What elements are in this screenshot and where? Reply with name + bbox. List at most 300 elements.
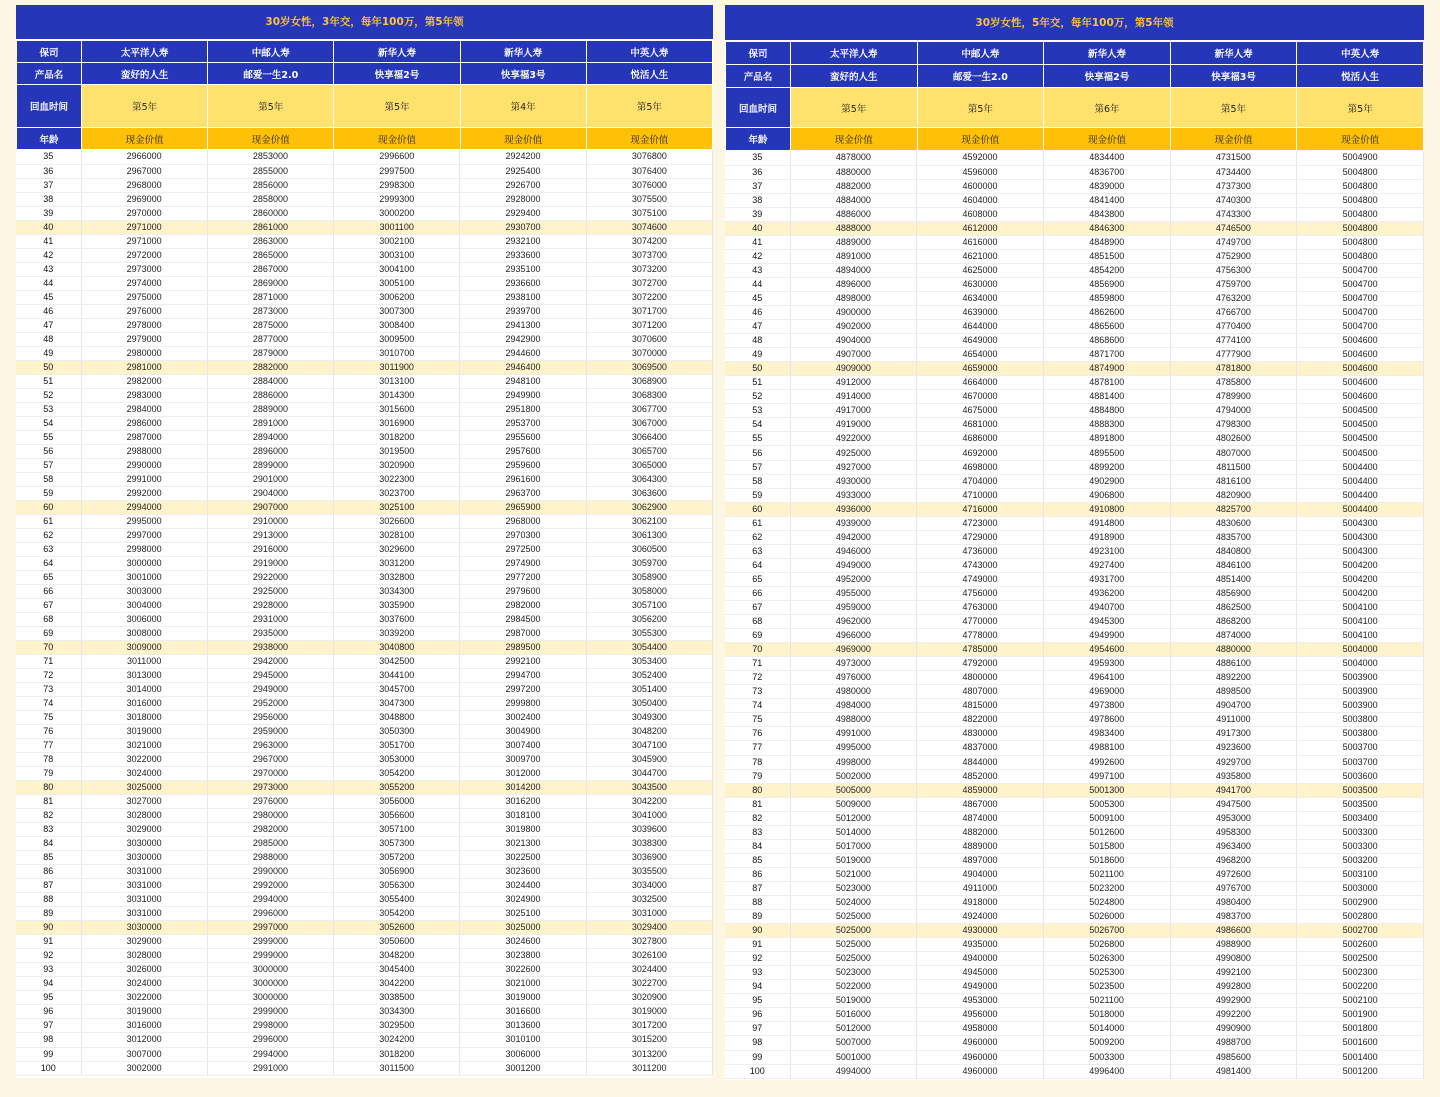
table-row <box>16 1033 713 1047</box>
cash-value-cell: 3060500 <box>586 542 712 556</box>
cash-value-cell: 2992000 <box>207 879 333 893</box>
cash-value-cell: 4976700 <box>1170 881 1297 895</box>
cash-value-cell: 4852000 <box>917 769 1044 783</box>
cash-value-cell: 3013600 <box>460 1019 586 1033</box>
age-cell: 86 <box>725 867 790 881</box>
cash-value-cell: 4976000 <box>790 671 917 685</box>
age-cell: 46 <box>725 306 790 320</box>
cash-value-cell: 2951800 <box>460 402 586 416</box>
cash-value-cell: 3010100 <box>460 1033 586 1047</box>
cash-value-cell: 3031000 <box>81 893 207 907</box>
cash-value-cell: 5001200 <box>1297 1064 1424 1078</box>
cash-value-cell: 4888300 <box>1043 418 1170 432</box>
cash-value-cell: 4835700 <box>1170 530 1297 544</box>
cash-value-cell: 3009000 <box>81 641 207 655</box>
cash-value-cell: 5002900 <box>1297 895 1424 909</box>
cash-value-cell: 2942900 <box>460 332 586 346</box>
cash-value-cell: 3073200 <box>586 262 712 276</box>
age-cell: 79 <box>16 767 81 781</box>
cash-value-cell: 2967000 <box>207 753 333 767</box>
age-cell: 60 <box>725 502 790 516</box>
cash-value-cell: 3057300 <box>334 837 460 851</box>
age-cell: 76 <box>725 727 790 741</box>
cash-value-cell: 5003400 <box>1297 811 1424 825</box>
cash-value-cell: 3007000 <box>81 1047 207 1061</box>
cash-value-cell: 4874900 <box>1043 362 1170 376</box>
payback-year: 第5年 <box>82 85 208 128</box>
cash-value-cell: 4781800 <box>1170 362 1297 376</box>
cash-value-cell: 3076400 <box>586 164 712 178</box>
age-cell: 62 <box>16 528 81 542</box>
table-row <box>725 263 1424 277</box>
cash-value-cell: 3025000 <box>81 781 207 795</box>
age-header: 年龄 <box>17 128 82 150</box>
cash-value-cell: 2884000 <box>207 374 333 388</box>
cash-value-cell: 3042200 <box>586 795 712 809</box>
cash-value-cell: 2981000 <box>81 360 207 374</box>
cash-value-cell: 3016200 <box>460 795 586 809</box>
cash-value-cell: 2949900 <box>460 388 586 402</box>
cash-value-cell: 4840800 <box>1170 544 1297 558</box>
cash-value-cell: 5003300 <box>1297 839 1424 853</box>
table-row <box>725 544 1424 558</box>
cash-value-cell: 2980000 <box>207 809 333 823</box>
table-row <box>16 753 713 767</box>
cash-value-cell: 4992200 <box>1170 1008 1297 1022</box>
table-row <box>725 1008 1424 1022</box>
age-cell: 66 <box>725 586 790 600</box>
cash-value-cell: 3031200 <box>334 556 460 570</box>
cash-value-cell: 3045900 <box>586 753 712 767</box>
cash-value-cell: 3023700 <box>334 486 460 500</box>
age-cell: 73 <box>725 685 790 699</box>
cash-value-cell: 4675000 <box>917 404 1044 418</box>
cash-value-cell: 4973800 <box>1043 699 1170 713</box>
company-name: 中英人寿 <box>1297 42 1424 65</box>
cash-value-cell: 3075100 <box>586 206 712 220</box>
table-row <box>16 262 713 276</box>
cash-value-cell: 2891000 <box>207 416 333 430</box>
cash-value-cell: 4969000 <box>790 643 917 657</box>
table-row <box>725 839 1424 853</box>
cash-value-cell: 2991000 <box>81 472 207 486</box>
cash-value-cell: 3043500 <box>586 781 712 795</box>
payback-year: 第5年 <box>1170 88 1297 128</box>
cash-value-cell: 3058000 <box>586 584 712 598</box>
age-cell: 44 <box>725 277 790 291</box>
cash-value-cell: 4734400 <box>1170 165 1297 179</box>
company-name: 太平洋人寿 <box>791 42 918 65</box>
cash-value-cell: 2972000 <box>81 248 207 262</box>
cash-value-cell: 4962000 <box>790 615 917 629</box>
cash-value-cell: 2965900 <box>460 500 586 514</box>
payback-year: 第5年 <box>334 85 460 128</box>
age-cell: 84 <box>16 837 81 851</box>
cash-value-cell: 5001900 <box>1297 1008 1424 1022</box>
cash-value-cell: 3049300 <box>586 711 712 725</box>
cash-value-cell: 4846100 <box>1170 558 1297 572</box>
cash-value-cell: 4992600 <box>1043 755 1170 769</box>
cash-value-cell: 4966000 <box>790 629 917 643</box>
cash-value-cell: 2963700 <box>460 486 586 500</box>
table-row <box>16 977 713 991</box>
product-name: 快享福2号 <box>1044 65 1171 88</box>
cash-value-cell: 2928000 <box>207 599 333 613</box>
cash-value-cell: 4984000 <box>790 699 917 713</box>
cash-value-cell: 5003000 <box>1297 881 1424 895</box>
cash-value-cell: 3054200 <box>334 767 460 781</box>
cash-value-cell: 4946000 <box>790 544 917 558</box>
cash-value-cell: 5004600 <box>1297 334 1424 348</box>
cash-value-cell: 5004400 <box>1297 502 1424 516</box>
cash-value-cell: 4878100 <box>1043 376 1170 390</box>
cash-value-cell: 3057100 <box>586 599 712 613</box>
cash-value-header: 现金价值 <box>1044 128 1171 151</box>
table-row <box>16 1061 713 1075</box>
cash-value-cell: 4992800 <box>1170 980 1297 994</box>
age-cell: 99 <box>725 1050 790 1064</box>
cash-value-cell: 5004700 <box>1297 263 1424 277</box>
cash-value-cell: 4910800 <box>1043 502 1170 516</box>
cash-value-cell: 2928000 <box>460 192 586 206</box>
company-name: 新华人寿 <box>460 41 586 63</box>
cash-value-cell: 4600000 <box>917 179 1044 193</box>
cash-value-cell: 4959000 <box>790 601 917 615</box>
cash-value-cell: 4854200 <box>1043 263 1170 277</box>
cash-value-cell: 4914800 <box>1043 516 1170 530</box>
cash-value-cell: 5002800 <box>1297 910 1424 924</box>
age-cell: 47 <box>16 318 81 332</box>
table-row <box>16 655 713 669</box>
table-row <box>16 641 713 655</box>
company-label: 保司 <box>726 42 791 65</box>
table-row <box>16 458 713 472</box>
table-row <box>16 963 713 977</box>
cash-value-cell: 2996600 <box>334 150 460 164</box>
table-row <box>725 699 1424 713</box>
cash-value-cell: 4692000 <box>917 446 1044 460</box>
table-row <box>16 528 713 542</box>
cash-value-cell: 4894000 <box>790 263 917 277</box>
cash-value-cell: 4981400 <box>1170 1064 1297 1078</box>
cash-value-cell: 5007000 <box>790 1036 917 1050</box>
cash-value-cell: 5004400 <box>1297 488 1424 502</box>
cash-value-cell: 2999000 <box>207 1005 333 1019</box>
cash-value-cell: 4664000 <box>917 376 1044 390</box>
cash-value-cell: 3018200 <box>334 430 460 444</box>
age-cell: 97 <box>725 1022 790 1036</box>
age-cell: 37 <box>16 178 81 192</box>
cash-value-cell: 3016600 <box>460 1005 586 1019</box>
table-row <box>16 711 713 725</box>
table-row <box>16 388 713 402</box>
age-cell: 96 <box>725 1008 790 1022</box>
cash-value-cell: 5003700 <box>1297 741 1424 755</box>
age-cell: 72 <box>16 669 81 683</box>
table-row <box>16 879 713 893</box>
cash-value-cell: 5004300 <box>1297 516 1424 530</box>
cash-value-cell: 5004800 <box>1297 193 1424 207</box>
cash-value-cell: 4941700 <box>1170 783 1297 797</box>
cash-value-cell: 3014200 <box>460 781 586 795</box>
cash-value-cell: 3021000 <box>81 739 207 753</box>
cash-value-cell: 3048200 <box>334 949 460 963</box>
cash-value-cell: 4704000 <box>917 474 1044 488</box>
cash-value-cell: 4995000 <box>790 741 917 755</box>
age-cell: 48 <box>16 332 81 346</box>
cash-value-cell: 2997500 <box>334 164 460 178</box>
table-row <box>725 1036 1424 1050</box>
cash-value-cell: 3024600 <box>460 935 586 949</box>
cash-value-cell: 3065700 <box>586 444 712 458</box>
cash-value-header: 现金价值 <box>208 128 334 150</box>
cash-value-cell: 4880000 <box>790 165 917 179</box>
cash-value-cell: 4736000 <box>917 544 1044 558</box>
table-row <box>725 586 1424 600</box>
cash-value-cell: 5003800 <box>1297 713 1424 727</box>
cash-value-cell: 3004900 <box>460 725 586 739</box>
cash-value-cell: 4945000 <box>917 966 1044 980</box>
cash-value-cell: 5026000 <box>1043 910 1170 924</box>
cash-value-cell: 4723000 <box>917 516 1044 530</box>
cash-value-cell: 3006000 <box>460 1047 586 1061</box>
cash-value-cell: 2969000 <box>81 192 207 206</box>
cash-value-cell: 3009700 <box>460 753 586 767</box>
cash-value-cell: 4990800 <box>1170 952 1297 966</box>
age-cell: 64 <box>16 556 81 570</box>
cash-value-cell: 4789900 <box>1170 390 1297 404</box>
table-row <box>725 320 1424 334</box>
product-name: 邮爱一生2.0 <box>917 65 1044 88</box>
cash-value-cell: 4763200 <box>1170 291 1297 305</box>
cash-value-cell: 2931000 <box>207 613 333 627</box>
cash-value-cell: 2973000 <box>207 781 333 795</box>
cash-value-cell: 3048800 <box>334 711 460 725</box>
table-row <box>16 472 713 486</box>
cash-value-cell: 3008400 <box>334 318 460 332</box>
product-label: 产品名 <box>17 63 82 85</box>
cash-value-cell: 5004700 <box>1297 320 1424 334</box>
age-cell: 78 <box>725 755 790 769</box>
cash-value-cell: 3054200 <box>334 907 460 921</box>
cash-value-cell: 2970000 <box>207 767 333 781</box>
table-row <box>16 220 713 234</box>
cash-value-cell: 3003000 <box>81 584 207 598</box>
company-row <box>726 42 1424 65</box>
payback-year: 第6年 <box>1044 88 1171 128</box>
cash-value-cell: 5004100 <box>1297 615 1424 629</box>
cash-value-cell: 2995000 <box>81 514 207 528</box>
cash-value-cell: 3028000 <box>81 809 207 823</box>
table-row <box>16 444 713 458</box>
cash-value-cell: 5002100 <box>1297 994 1424 1008</box>
cash-value-cell: 2853000 <box>207 150 333 164</box>
cash-value-cell: 4996400 <box>1043 1064 1170 1078</box>
cash-value-cell: 2869000 <box>207 276 333 290</box>
cash-value-cell: 2968000 <box>81 178 207 192</box>
cash-value-cell: 4983700 <box>1170 910 1297 924</box>
cash-value-cell: 2952000 <box>207 697 333 711</box>
age-cell: 43 <box>725 263 790 277</box>
cash-value-cell: 4898500 <box>1170 685 1297 699</box>
table-row <box>16 556 713 570</box>
table-row <box>725 165 1424 179</box>
cash-value-cell: 2975000 <box>81 290 207 304</box>
age-cell: 40 <box>725 221 790 235</box>
age-cell: 76 <box>16 725 81 739</box>
cash-value-cell: 3004100 <box>334 262 460 276</box>
cash-value-cell: 4923600 <box>1170 741 1297 755</box>
cash-value-cell: 2871000 <box>207 290 333 304</box>
cash-value-cell: 2922000 <box>207 570 333 584</box>
cash-value-cell: 5001800 <box>1297 1022 1424 1036</box>
table-row <box>16 178 713 192</box>
age-cell: 57 <box>16 458 81 472</box>
cash-value-cell: 3000000 <box>207 991 333 1005</box>
age-cell: 38 <box>725 193 790 207</box>
cash-value-cell: 3008000 <box>81 627 207 641</box>
cash-value-cell: 3056200 <box>586 613 712 627</box>
cash-value-cell: 3071700 <box>586 304 712 318</box>
cash-value-cell: 3067700 <box>586 402 712 416</box>
cash-value-cell: 2916000 <box>207 542 333 556</box>
table-row <box>16 570 713 584</box>
table-row <box>725 221 1424 235</box>
cash-value-cell: 3062900 <box>586 500 712 514</box>
table-row <box>725 291 1424 305</box>
cash-value-cell: 4988000 <box>790 713 917 727</box>
cash-value-cell: 4834400 <box>1043 151 1170 165</box>
age-cell: 82 <box>16 809 81 823</box>
cash-value-cell: 3076800 <box>586 150 712 164</box>
cash-value-cell: 2973000 <box>81 262 207 276</box>
cash-value-cell: 5003700 <box>1297 755 1424 769</box>
column-header-row <box>726 128 1424 151</box>
age-header: 年龄 <box>726 128 791 151</box>
cash-value-cell: 4659000 <box>917 362 1044 376</box>
table-row <box>725 769 1424 783</box>
table-row <box>16 725 713 739</box>
cash-value-cell: 4608000 <box>917 207 1044 221</box>
cash-value-cell: 3045400 <box>334 963 460 977</box>
cash-value-cell: 4729000 <box>917 530 1044 544</box>
cash-value-cell: 3035500 <box>586 865 712 879</box>
table-row <box>725 249 1424 263</box>
table-row <box>725 432 1424 446</box>
cash-value-cell: 2879000 <box>207 346 333 360</box>
cash-value-cell: 3001000 <box>81 570 207 584</box>
product-row <box>17 63 713 85</box>
cash-value-cell: 3031000 <box>81 907 207 921</box>
cash-value-cell: 5004800 <box>1297 235 1424 249</box>
cash-value-cell: 2889000 <box>207 402 333 416</box>
age-cell: 46 <box>16 304 81 318</box>
product-name: 快享福3号 <box>1170 65 1297 88</box>
cash-value-cell: 3002100 <box>334 234 460 248</box>
age-cell: 69 <box>725 629 790 643</box>
cash-value-cell: 3031000 <box>586 907 712 921</box>
cash-value-cell: 4752900 <box>1170 249 1297 263</box>
cash-value-cell: 5004200 <box>1297 558 1424 572</box>
table-row <box>725 755 1424 769</box>
company-name: 新华人寿 <box>1170 42 1297 65</box>
cash-value-cell: 4698000 <box>917 460 1044 474</box>
table-row <box>725 558 1424 572</box>
cash-value-cell: 4889000 <box>790 235 917 249</box>
cash-value-cell: 5003100 <box>1297 867 1424 881</box>
cash-value-cell: 4859000 <box>917 783 1044 797</box>
cash-value-cell: 4973000 <box>790 657 917 671</box>
cash-value-cell: 2999800 <box>460 697 586 711</box>
table-row <box>725 867 1424 881</box>
company-name: 中邮人寿 <box>208 41 334 63</box>
age-cell: 85 <box>725 853 790 867</box>
table-row <box>725 853 1424 867</box>
cash-value-cell: 4785800 <box>1170 376 1297 390</box>
cash-value-cell: 5023000 <box>790 881 917 895</box>
table-row <box>16 332 713 346</box>
cash-value-cell: 5002600 <box>1297 938 1424 952</box>
cash-value-cell: 3056000 <box>334 795 460 809</box>
cash-value-cell: 3036900 <box>586 851 712 865</box>
age-cell: 71 <box>725 657 790 671</box>
age-cell: 54 <box>725 418 790 432</box>
product-label: 产品名 <box>726 65 791 88</box>
cash-value-cell: 3050300 <box>334 725 460 739</box>
cash-value-cell: 4954600 <box>1043 643 1170 657</box>
cash-value-cell: 5025000 <box>790 938 917 952</box>
cash-value-cell: 2999300 <box>334 192 460 206</box>
cash-value-cell: 5021000 <box>790 867 917 881</box>
table-row <box>16 290 713 304</box>
cash-value-cell: 5001400 <box>1297 1050 1424 1064</box>
cash-value-cell: 4851400 <box>1170 572 1297 586</box>
age-cell: 51 <box>16 374 81 388</box>
age-cell: 70 <box>725 643 790 657</box>
table-row <box>725 924 1424 938</box>
cash-value-cell: 3030000 <box>81 921 207 935</box>
cash-value-cell: 2980000 <box>81 346 207 360</box>
cash-value-cell: 3042500 <box>334 655 460 669</box>
age-cell: 44 <box>16 276 81 290</box>
table-row <box>725 460 1424 474</box>
cash-value-cell: 3048200 <box>586 725 712 739</box>
cash-value-cell: 5004800 <box>1297 165 1424 179</box>
cash-value-cell: 5004900 <box>1297 151 1424 165</box>
cash-value-cell: 2894000 <box>207 430 333 444</box>
cash-value-cell: 2976000 <box>207 795 333 809</box>
cash-value-cell: 5021100 <box>1043 867 1170 881</box>
cash-value-cell: 4980000 <box>790 685 917 699</box>
age-cell: 79 <box>725 769 790 783</box>
table-row <box>16 304 713 318</box>
cash-value-cell: 3019000 <box>460 991 586 1005</box>
cash-value-cell: 4886000 <box>790 207 917 221</box>
cash-value-cell: 3024900 <box>460 893 586 907</box>
cash-value-cell: 2988000 <box>207 851 333 865</box>
table-row <box>725 629 1424 643</box>
cash-value-cell: 2990000 <box>207 865 333 879</box>
cash-value-cell: 3016000 <box>81 697 207 711</box>
cash-value-cell: 4956000 <box>917 1008 1044 1022</box>
age-cell: 100 <box>16 1061 81 1075</box>
cash-value-cell: 4964100 <box>1043 671 1170 685</box>
cash-value-cell: 2925000 <box>207 584 333 598</box>
cash-value-cell: 4936200 <box>1043 586 1170 600</box>
table-row <box>725 601 1424 615</box>
cash-value-cell: 3029400 <box>586 921 712 935</box>
age-cell: 82 <box>725 811 790 825</box>
